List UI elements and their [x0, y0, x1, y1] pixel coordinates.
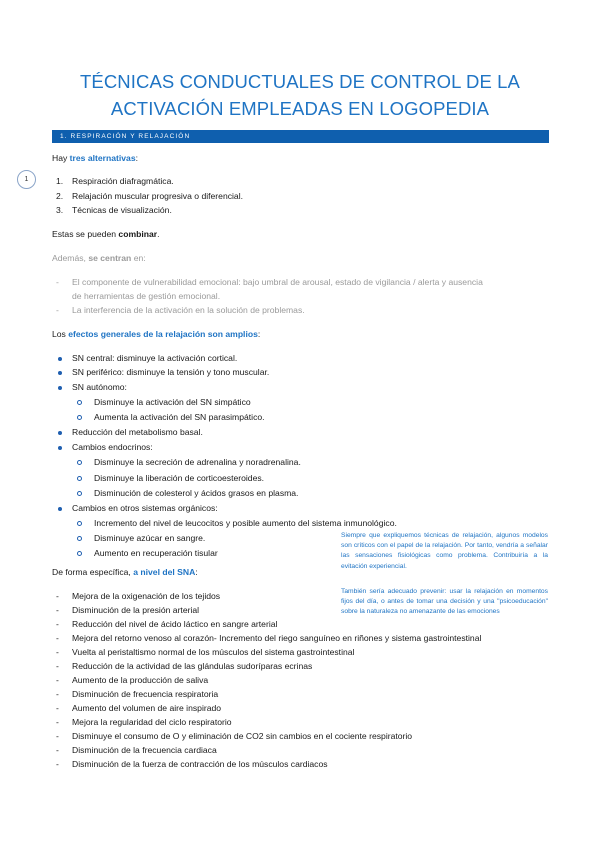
alt-text-3: Técnicas de visualización. [72, 205, 172, 215]
sna-item-9: Aumento del volumen de aire inspirado [72, 703, 222, 713]
endocrinos-sub-3: Disminución de colesterol y ácidos grasos en plasma. [94, 488, 299, 498]
sub-bullet-icon [77, 491, 82, 496]
sub-bullet-icon [77, 415, 82, 420]
autonomo-sub-1: Disminuye la activación del SN simpático [94, 397, 251, 407]
sna-item-8: Disminución de frecuencia respiratoria [72, 689, 219, 699]
dash-marker: - [56, 731, 59, 741]
bullet-icon [58, 371, 62, 375]
effect-sn-autonomo: SN autónomo: [72, 382, 127, 392]
dash-marker: - [56, 619, 59, 629]
autonomo-sub-2: Aumenta la activación del SN parasimpático. [94, 412, 265, 422]
comment-marker[interactable]: 1 [17, 170, 36, 189]
dash-marker: - [56, 661, 59, 671]
dash-marker: - [56, 591, 59, 601]
sub-bullet-icon [77, 536, 82, 541]
efectos-suffix: : [257, 329, 261, 339]
centran-item-1-cont: de herramientas de gestión emocional. [72, 291, 221, 301]
bullet-icon [58, 431, 62, 435]
endocrinos-sub-2: Disminuye la liberación de corticoesteroides. [94, 473, 265, 483]
effect-endocrinos: Cambios endocrinos: [72, 442, 153, 452]
effect-otros: Cambios en otros sistemas orgánicos: [72, 503, 218, 513]
sna-item-12: Disminución de la frecuencia cardiaca [72, 745, 217, 755]
title-line-2: ACTIVACIÓN EMPLEADAS EN LOGOPEDIA [110, 98, 490, 119]
intro-suffix: : [135, 153, 138, 163]
sna-item-3: Reducción del nivel de ácido láctico en sangre arterial [72, 619, 278, 629]
combine-line [52, 229, 160, 240]
ademas-prefix: Además, [52, 253, 89, 263]
alt-num-2: 2. [56, 191, 64, 201]
dash-marker: - [56, 277, 59, 287]
ademas-suffix: en: [131, 253, 146, 263]
otros-sub-1: Incremento del nivel de leucocitos y posible aumento del sistema inmunológico. [94, 518, 397, 528]
sub-bullet-icon [77, 400, 82, 405]
dash-marker: - [56, 647, 59, 657]
efectos-prefix: Los [52, 329, 69, 339]
sna-item-6: Reducción de la actividad de las glándulas sudoríparas ecrinas [72, 661, 313, 671]
dash-marker: - [56, 717, 59, 727]
otros-sub-3: Aumento en recuperación tisular [94, 548, 218, 558]
sub-bullet-icon [77, 476, 82, 481]
sidenote-paragraph-2: También sería adecuado prevenir: usar la relajación en momentos fijos del día, o antes de tomar una decisión y una "psicoeducación" sobre la naturaleza no amenazante de las emociones [341, 588, 548, 616]
combine-suffix: . [157, 229, 160, 239]
bullet-icon [58, 357, 62, 361]
section-header-bar: 1. RESPIRACIÓN Y RELAJACIÓN [52, 130, 549, 143]
sna-item-13: Disminución de la fuerza de contracción de los músculos cardiacos [72, 759, 328, 769]
effect-sn-periferico: SN periférico: disminuye la tensión y tono muscular. [72, 367, 270, 377]
bullet-icon [58, 386, 62, 390]
dash-marker: - [56, 605, 59, 615]
alt-text-2: Relajación muscular progresiva o diferencial. [72, 191, 244, 201]
intro-prefix: Hay [52, 153, 70, 163]
bullet-icon [58, 507, 62, 511]
combine-prefix: Estas se pueden [52, 229, 119, 239]
bullet-icon [58, 446, 62, 450]
sna-item-1: Mejora de la oxigenación de los tejidos [72, 591, 221, 601]
sna-prefix: De forma específica, [52, 567, 134, 577]
sna-highlight: a nivel del SNA [133, 567, 196, 577]
sub-bullet-icon [77, 460, 82, 465]
sna-item-2: Disminución de la presión arterial [72, 605, 200, 615]
endocrinos-sub-1: Disminuye la secreción de adrenalina y noradrenalina. [94, 457, 301, 467]
efectos-line [52, 329, 260, 340]
centran-item-2: La interferencia de la activación en la solución de problemas. [72, 305, 305, 315]
sidenote-paragraph-1: Siempre que expliquemos técnicas de relajación, algunos modelos son críticos con el papel de la relajación. Por tanto, vendría a señalar las sensaciones fisiológicas como problema. Contribuiría a la evitación experiencial. [341, 532, 548, 570]
effect-sn-central: SN central: disminuye la activación cortical. [72, 353, 238, 363]
sna-suffix: : [195, 567, 198, 577]
alt-num-1: 1. [56, 176, 64, 186]
efectos-highlight: efectos generales de la relajación son amplios [68, 329, 258, 339]
sna-item-5: Vuelta al peristaltismo normal de los músculos del sistema gastrointestinal [72, 647, 355, 657]
alt-num-3: 3. [56, 205, 64, 215]
dash-marker: - [56, 675, 59, 685]
intro-highlight: tres alternativas [69, 153, 136, 163]
dash-marker: - [56, 703, 59, 713]
title-line-1: TÉCNICAS CONDUCTUALES DE CONTROL DE LA [80, 71, 520, 92]
ademas-bold: se centran [88, 253, 132, 263]
sna-line [52, 567, 198, 578]
sub-bullet-icon [77, 521, 82, 526]
ademas-line [52, 253, 146, 264]
sna-item-10: Mejora la regularidad del ciclo respiratorio [72, 717, 232, 727]
page-title [0, 68, 600, 122]
dash-marker: - [56, 633, 59, 643]
dash-marker: - [56, 305, 59, 315]
dash-marker: - [56, 745, 59, 755]
dash-marker: - [56, 689, 59, 699]
sna-item-7: Aumento de la producción de saliva [72, 675, 209, 685]
effect-metabolismo: Reducción del metabolismo basal. [72, 427, 203, 437]
combine-bold: combinar [118, 229, 158, 239]
centran-item-1: El componente de vulnerabilidad emocional: bajo umbral de arousal, estado de vigilancia / alerta y ausencia [72, 277, 483, 287]
intro-line [52, 153, 138, 164]
sna-item-11: Disminuye el consumo de O y eliminación de CO2 sin cambios en el cociente respiratorio [72, 731, 413, 741]
sna-item-4: Mejora del retorno venoso al corazón- Incremento del riego sanguíneo en riñones y sistema gastrointestinal [72, 633, 482, 643]
alt-text-1: Respiración diafragmática. [72, 176, 174, 186]
dash-marker: - [56, 759, 59, 769]
sub-bullet-icon [77, 551, 82, 556]
otros-sub-2: Disminuye azúcar en sangre. [94, 533, 206, 543]
